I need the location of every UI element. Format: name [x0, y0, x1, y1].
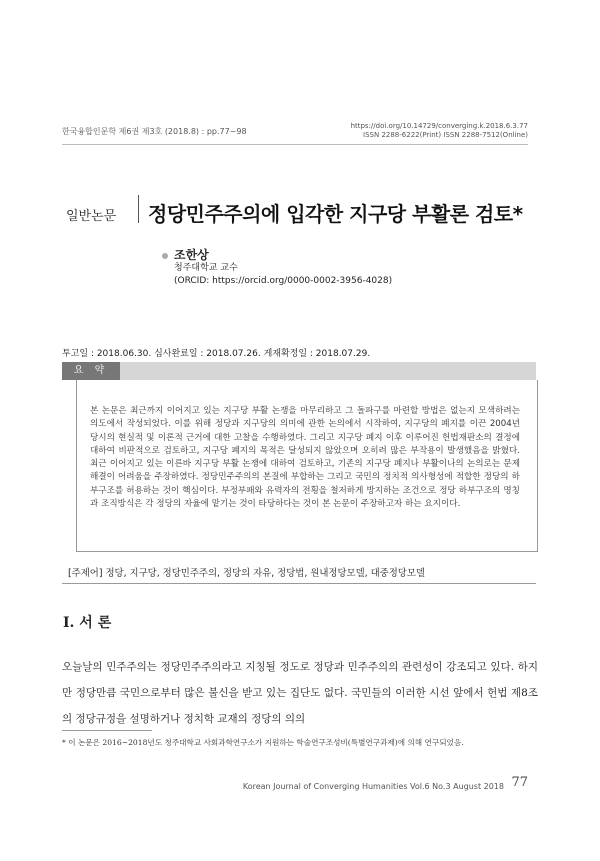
abstract-text: 본 논문은 최근까지 이어지고 있는 지구당 부활 논쟁을 마무리하고 그 돌파구를 마련할 방법은 없는지 모색하려는 의도에서 작성되었다. 이를 위해 정당과 지구당의 의미에 관한 논의에서 시작하여, 지구당의 폐지를 이끈 2004년 당시의 현실적 및 이론적 근거에 대한 고찰을 수행하였다. 그리고 지구당 폐지 이후 이루어진 헌법재판소의 결정에 대하여 비판적으로 검토하고, 지구당 폐지의 목적은 달성되지 않았으며 오히려 많은 부작용이 발생했음을 밝혔다. 최근 이어지고 있는 이른바 지구당 부활 논쟁에 대하여 검토하고, 기존의 지구당 폐지나 부활이나의 논의로는 문제해결이 어려움을 주장하였다. 정당민주주의의 본질에 부합하는 그리고 국민의 정치적 의사형성에 적합한 정당의 하부구조를 허용하는 것이 핵심이다. 부정부패와 유력자의 전횡을 철저하게 방지하는 조건으로 정당 하부구조의 명칭과 조직방식은 각 정당의 자율에 맡기는 것이 타당하다는 것이 본 논문이 주장하고자 하는 요지이다.: [90, 406, 520, 510]
doi-link[interactable]: https://doi.org/10.14729/converging.k.2018.6.3.77: [350, 122, 528, 130]
footnote: * 이 논문은 2016~2018년도 청주대학교 사회과학연구소가 지원하는 학술연구조성비(특별연구과제)에 의해 연구되었음.: [62, 738, 464, 747]
submission-dates: 투고일 : 2018.06.30. 심사완료일 : 2018.07.26. 게재확정일 : 2018.07.29.: [62, 349, 371, 359]
article-category: 일반논문: [66, 209, 117, 224]
abstract-header-bar: [62, 362, 536, 380]
bullet-icon: [162, 253, 168, 259]
author-affiliation: 청주대학교 교수: [174, 263, 238, 273]
issn-info: ISSN 2288-6222(Print) ISSN 2288-7512(Online): [363, 131, 528, 139]
keywords-rule: [62, 583, 536, 584]
title-separator: [138, 195, 139, 223]
keywords: [주제어] 정당, 지구당, 정당민주주의, 정당의 자유, 정당법, 원내정당모델, 대중정당모델: [68, 568, 425, 579]
author-block: [162, 249, 392, 288]
author-orcid[interactable]: (ORCID: https://orcid.org/0000-0002-3956-4028): [174, 276, 393, 286]
section-heading: I. 서 론: [63, 615, 112, 631]
footnote-rule: [62, 730, 152, 731]
header-rule: [62, 144, 528, 145]
page-number: 77: [511, 775, 528, 790]
author-name: 조한상: [174, 248, 209, 262]
abstract-label: 요 약: [62, 362, 120, 380]
footer-journal: Korean Journal of Converging Humanities Vol.6 No.3 August 2018: [242, 782, 504, 791]
body-paragraph: 오늘날의 민주주의는 정당민주주의라고 지칭될 정도로 정당과 민주주의의 관련성이 강조되고 있다. 하지만 정당만큼 국민으로부터 많은 불신을 받고 있는 집단도 없다. 국민들의 이러한 시선 앞에서 헌법 제8조의 정당규정을 설명하거나 정치학 교재의 정당의 의의: [62, 661, 538, 725]
journal-citation: 한국융합인문학 제6권 제3호 (2018.8) : pp.77~98: [62, 127, 247, 136]
article-title: 정당민주주의에 입각한 지구당 부활론 검토*: [148, 202, 523, 226]
